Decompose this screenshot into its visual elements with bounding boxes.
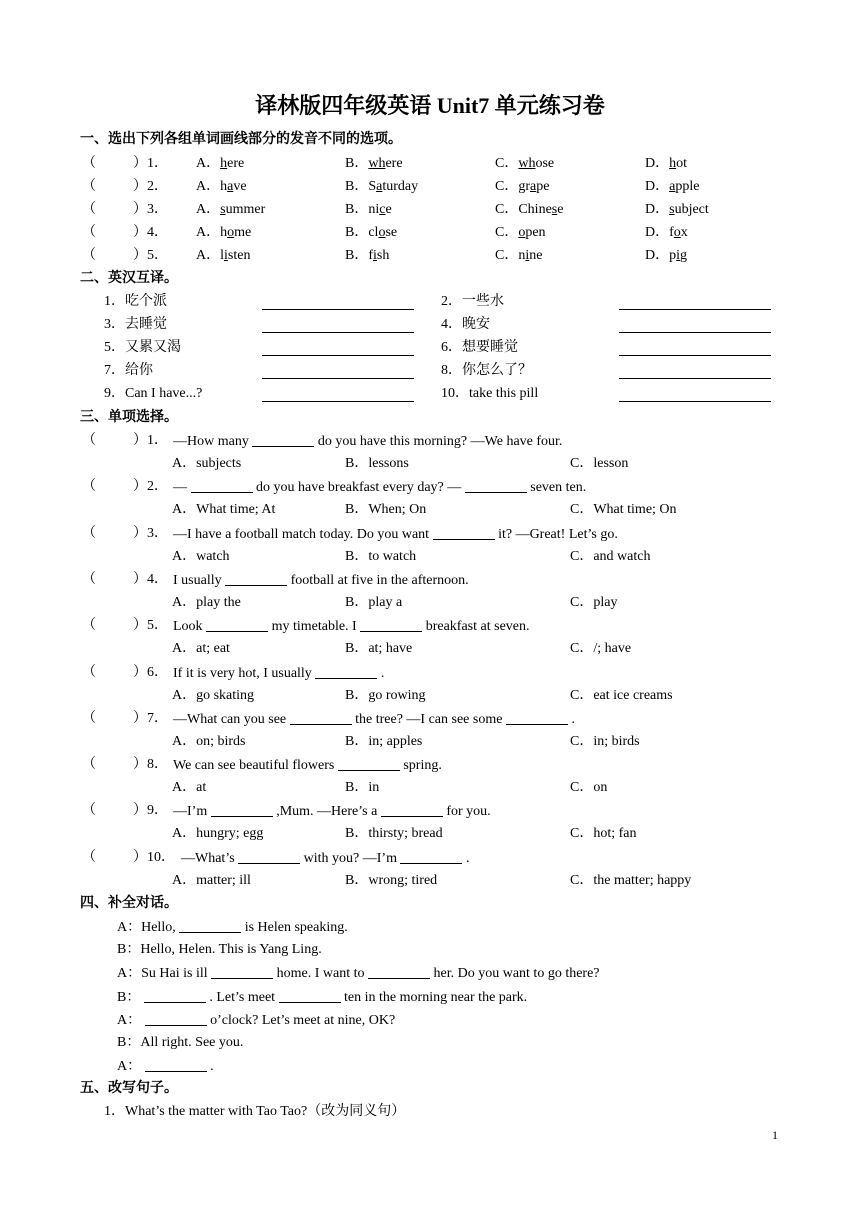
question-stem: [181, 849, 469, 868]
word-option[interactable]: [196, 224, 251, 242]
answer-line[interactable]: [619, 355, 771, 356]
answer-paren[interactable]: （: [82, 156, 96, 171]
answer-line[interactable]: [262, 332, 414, 333]
choice-option[interactable]: B．play a: [345, 594, 403, 610]
question-number: ）2．: [133, 179, 168, 194]
question-number: ）3．: [133, 202, 168, 217]
option-letter: C．: [495, 179, 519, 194]
word-option[interactable]: [196, 247, 250, 265]
answer-line[interactable]: [619, 332, 771, 333]
answer-blank[interactable]: [211, 964, 273, 979]
word-option[interactable]: [495, 178, 549, 196]
answer-paren[interactable]: （: [82, 202, 96, 217]
answer-blank[interactable]: [238, 849, 300, 864]
dialogue-line: [117, 988, 527, 1007]
choice-option[interactable]: B．thirsty; bread: [345, 826, 443, 842]
option-letter: B．: [345, 248, 369, 263]
page-number: 1: [772, 1128, 778, 1142]
choice-option[interactable]: C．the matter; happy: [570, 872, 692, 888]
section1-heading: 一、选出下列各组单词画线部分的发音不同的选项。: [80, 132, 402, 147]
translation-item: 4．晚安: [441, 317, 490, 332]
word-option[interactable]: [196, 178, 247, 196]
dialogue-text: B：All right. See you.: [117, 1035, 244, 1050]
question-number: ）8．: [133, 757, 168, 773]
question-stem: [173, 432, 562, 451]
underlined-letters: c: [379, 202, 386, 217]
stem-text: —What can you see: [173, 711, 290, 727]
answer-blank[interactable]: [206, 617, 268, 632]
choice-option[interactable]: A．watch: [172, 548, 230, 564]
answer-paren[interactable]: （: [82, 248, 96, 263]
choice-option[interactable]: C．/; have: [570, 641, 632, 657]
option-letter: A．: [196, 202, 221, 217]
underlined-letters: wh: [518, 156, 536, 171]
section4-heading: 四、补全对话。: [80, 896, 178, 911]
answer-blank[interactable]: [315, 664, 377, 679]
stem-text: football at five in the afternoon.: [287, 572, 469, 588]
answer-paren[interactable]: （: [82, 710, 96, 726]
word-option[interactable]: [645, 155, 687, 173]
word-prefix: h: [220, 225, 228, 240]
choice-option[interactable]: A．go skating: [172, 687, 255, 703]
option-letter: D．: [645, 156, 670, 171]
answer-line[interactable]: [262, 378, 414, 379]
question-number: ）2．: [133, 479, 168, 495]
choice-option[interactable]: A．play the: [172, 594, 241, 610]
word-suffix: ubject: [674, 202, 709, 217]
stem-text: .: [377, 665, 385, 681]
option-letter: D．: [645, 179, 670, 194]
answer-paren[interactable]: （: [82, 525, 96, 541]
word-suffix: sten: [227, 248, 251, 263]
section5-heading: 五、改写句子。: [80, 1081, 178, 1096]
choice-option[interactable]: B．lessons: [345, 456, 409, 471]
choice-option[interactable]: B．at; have: [345, 641, 413, 657]
underlined-letters: i: [373, 248, 377, 263]
answer-line[interactable]: [262, 309, 414, 310]
option-letter: B．: [345, 225, 369, 240]
stem-text: If it is very hot, I usually: [173, 665, 316, 681]
answer-blank[interactable]: [211, 802, 273, 817]
stem-text: We can see beautiful flowers: [173, 758, 338, 774]
word-suffix: turday: [382, 179, 419, 194]
dialogue-text: B：Hello, Helen. This is Yang Ling.: [117, 942, 322, 958]
option-letter: C．: [495, 156, 519, 171]
word-prefix: Chine: [518, 202, 552, 217]
answer-blank[interactable]: [191, 478, 253, 493]
translation-item: 10．take this pill: [441, 386, 539, 401]
choice-option[interactable]: C．eat ice creams: [570, 687, 673, 703]
option-letter: D．: [645, 248, 670, 263]
word-option[interactable]: [495, 247, 542, 265]
underlined-letters: i: [525, 248, 530, 263]
word-suffix: me: [234, 225, 252, 240]
dialogue-text: . Let’s meet: [205, 989, 279, 1005]
choice-option[interactable]: B．in: [345, 780, 380, 796]
question-number: ）4．: [133, 225, 168, 240]
word-suffix: ere: [385, 156, 403, 171]
choice-option[interactable]: B．in; apples: [345, 733, 423, 749]
choice-option[interactable]: A．at; eat: [172, 641, 230, 657]
translation-item: 2．一些水: [441, 294, 504, 309]
stem-text: —I have a football match today. Do you want: [173, 526, 433, 542]
option-letter: B．: [345, 179, 369, 194]
underlined-letters: i: [224, 248, 228, 263]
option-letter: A．: [196, 248, 221, 263]
question-stem: [173, 525, 618, 544]
answer-line[interactable]: [619, 378, 771, 379]
word-option[interactable]: [345, 155, 403, 173]
dialogue-text: B：: [117, 989, 144, 1005]
choice-option[interactable]: C．lesson: [570, 456, 629, 471]
word-prefix: l: [220, 248, 225, 263]
choice-option[interactable]: B．go rowing: [345, 687, 426, 703]
dialogue-text: ten in the morning near the park.: [340, 989, 528, 1005]
stem-text: seven ten.: [526, 480, 587, 496]
translation-item: 5．又累又渴: [104, 340, 181, 355]
word-option[interactable]: [645, 201, 709, 219]
word-prefix: f: [669, 225, 674, 240]
stem-text: ,Mum. —Here’s a: [272, 804, 381, 820]
answer-blank[interactable]: [145, 1011, 207, 1026]
stem-text: .: [567, 711, 575, 727]
stem-text: with you? —I’m: [300, 850, 401, 866]
stem-text: my timetable. I: [268, 619, 361, 635]
underlined-letters: o: [378, 225, 386, 240]
option-letter: C．: [495, 225, 519, 240]
dialogue-line: [117, 1034, 243, 1052]
word-option[interactable]: [345, 247, 389, 265]
answer-blank[interactable]: [360, 617, 422, 632]
option-letter: D．: [645, 202, 670, 217]
dialogue-line: [117, 964, 600, 983]
word-prefix: p: [669, 248, 677, 263]
question-number: ）3．: [133, 525, 168, 541]
answer-paren[interactable]: （: [82, 433, 96, 448]
underlined-letters: h: [669, 156, 677, 171]
word-suffix: pen: [525, 225, 546, 240]
option-letter: A．: [196, 179, 221, 194]
word-option[interactable]: [345, 201, 392, 219]
choice-option[interactable]: C．hot; fan: [570, 826, 637, 842]
choice-option[interactable]: A．hungry; egg: [172, 826, 264, 842]
word-prefix: cl: [368, 225, 379, 240]
stem-text: do you have this morning? —We have four.: [314, 434, 563, 449]
answer-blank[interactable]: [279, 988, 341, 1003]
dialogue-line: [117, 1057, 214, 1076]
dialogue-text: is Helen speaking.: [241, 920, 348, 935]
dialogue-line: [117, 1011, 395, 1030]
question-stem: [173, 664, 384, 683]
answer-blank[interactable]: [465, 478, 527, 493]
word-suffix: e: [385, 202, 392, 217]
answer-paren[interactable]: （: [82, 618, 96, 634]
question-number: ）1．: [133, 433, 168, 448]
word-option[interactable]: [345, 178, 418, 196]
word-option[interactable]: [495, 224, 546, 242]
word-option[interactable]: [645, 178, 699, 196]
answer-paren[interactable]: （: [82, 479, 96, 495]
dialogue-line: [117, 918, 348, 937]
answer-line[interactable]: [262, 355, 414, 356]
translation-item: 6．想要睡觉: [441, 340, 518, 355]
translation-item: 7．给你: [104, 363, 153, 378]
underlined-letters: o: [673, 225, 681, 240]
underlined-letters: a: [227, 179, 234, 194]
option-letter: D．: [645, 225, 670, 240]
word-prefix: n: [518, 248, 526, 263]
word-suffix: pple: [675, 179, 700, 194]
question-number: ）4．: [133, 571, 168, 587]
answer-line[interactable]: [619, 309, 771, 310]
answer-line[interactable]: [619, 401, 771, 402]
answer-blank[interactable]: [179, 918, 241, 933]
underlined-letters: s: [220, 202, 226, 217]
answer-blank[interactable]: [381, 802, 443, 817]
dialogue-text: her. Do you want to go there?: [430, 966, 600, 982]
choice-option[interactable]: A．on; birds: [172, 733, 246, 749]
dialogue-text: .: [206, 1059, 214, 1075]
answer-paren[interactable]: （: [82, 179, 96, 194]
choice-option[interactable]: C．What time; On: [570, 502, 677, 518]
answer-blank[interactable]: [145, 1057, 207, 1072]
underlined-letters: i: [676, 248, 681, 263]
stem-text: I usually: [173, 572, 226, 588]
word-suffix: x: [680, 225, 688, 240]
stem-text: —I’m: [173, 804, 211, 820]
dialogue-text: o’clock? Let’s meet at nine, OK?: [206, 1012, 396, 1028]
word-option[interactable]: [196, 201, 265, 219]
answer-paren[interactable]: （: [82, 664, 96, 680]
answer-blank[interactable]: [144, 988, 206, 1003]
option-letter: C．: [495, 202, 519, 217]
word-prefix: h: [220, 179, 228, 194]
word-suffix: ve: [233, 179, 247, 194]
question-number: ）1．: [133, 156, 168, 171]
stem-text: the tree? —I can see some: [351, 711, 506, 727]
question-stem: [173, 756, 442, 775]
dialogue-text: A：Hello,: [117, 920, 180, 935]
word-option[interactable]: [645, 247, 687, 265]
underlined-letters: a: [376, 179, 383, 194]
stem-text: Look: [173, 619, 207, 635]
underlined-letters: o: [227, 225, 235, 240]
answer-blank[interactable]: [290, 710, 352, 725]
answer-blank[interactable]: [368, 964, 430, 979]
question-number: ）10．: [133, 849, 175, 865]
choice-option[interactable]: B．When; On: [345, 502, 427, 518]
option-letter: B．: [345, 202, 369, 217]
underlined-letters: a: [530, 179, 537, 194]
option-letter: A．: [196, 156, 221, 171]
stem-text: —What’s: [181, 850, 239, 866]
choice-option[interactable]: B．to watch: [345, 548, 417, 564]
question-number: ）9．: [133, 803, 168, 819]
word-option[interactable]: [495, 201, 563, 219]
stem-text: do you have breakfast every day? —: [252, 480, 465, 496]
answer-blank[interactable]: [433, 525, 495, 540]
rewrite-item: 1．What’s the matter with Tao Tao?（改为同义句）: [104, 1104, 406, 1119]
stem-text: —: [173, 480, 191, 496]
document-title: 译林版四年级英语 Unit7 单元练习卷: [255, 93, 605, 118]
question-stem: [173, 571, 469, 590]
answer-blank[interactable]: [252, 432, 314, 447]
choice-option[interactable]: C．in; birds: [570, 733, 640, 749]
word-option[interactable]: [196, 155, 244, 173]
underlined-letters: wh: [368, 156, 386, 171]
question-number: ）5．: [133, 618, 168, 634]
underlined-letters: a: [669, 179, 676, 194]
choice-option[interactable]: A．What time; At: [172, 502, 276, 518]
answer-line[interactable]: [262, 401, 414, 402]
stem-text: breakfast at seven.: [422, 619, 530, 635]
word-suffix: e: [557, 202, 564, 217]
translation-item: 3．去睡觉: [104, 317, 167, 332]
question-number: ）5．: [133, 248, 168, 263]
word-suffix: pe: [536, 179, 550, 194]
answer-paren[interactable]: （: [82, 849, 96, 865]
choice-option[interactable]: A．subjects: [172, 456, 242, 471]
dialogue-text: A：Su Hai is ill: [117, 966, 212, 982]
answer-blank[interactable]: [506, 710, 568, 725]
question-stem: [173, 617, 530, 636]
word-option[interactable]: [345, 224, 397, 242]
word-prefix: gr: [518, 179, 531, 194]
word-suffix: ummer: [225, 202, 266, 217]
choice-option[interactable]: B．wrong; tired: [345, 872, 438, 888]
question-number: ）6．: [133, 664, 168, 680]
stem-text: spring.: [399, 758, 442, 774]
word-suffix: g: [680, 248, 688, 263]
question-stem: [173, 478, 586, 497]
option-letter: A．: [196, 225, 221, 240]
underlined-letters: s: [669, 202, 675, 217]
word-suffix: ose: [535, 156, 555, 171]
dialogue-text: A：: [117, 1059, 145, 1075]
choice-option[interactable]: C．on: [570, 780, 608, 796]
choice-option[interactable]: C．and watch: [570, 548, 651, 564]
answer-paren[interactable]: （: [82, 225, 96, 240]
choice-option[interactable]: C．play: [570, 594, 618, 610]
answer-paren[interactable]: （: [82, 757, 96, 773]
word-suffix: ot: [676, 156, 688, 171]
choice-option[interactable]: A．matter; ill: [172, 872, 251, 888]
word-option[interactable]: [495, 155, 554, 173]
section3-heading: 三、单项选择。: [80, 410, 178, 425]
stem-text: it? —Great! Let’s go.: [494, 526, 618, 542]
section2-heading: 二、英汉互译。: [80, 271, 178, 286]
word-suffix: sh: [376, 248, 390, 263]
underlined-letters: s: [551, 202, 558, 217]
answer-blank[interactable]: [400, 849, 462, 864]
dialogue-text: A：: [117, 1012, 145, 1028]
question-number: ）7．: [133, 710, 168, 726]
translation-item: 9．Can I have...?: [104, 386, 203, 401]
word-suffix: se: [385, 225, 398, 240]
word-suffix: ne: [529, 248, 543, 263]
dialogue-line: [117, 941, 322, 959]
option-letter: B．: [345, 156, 369, 171]
answer-paren[interactable]: （: [82, 571, 96, 587]
option-letter: C．: [495, 248, 519, 263]
stem-text: .: [462, 850, 470, 866]
dialogue-text: home. I want to: [273, 966, 368, 982]
answer-blank[interactable]: [225, 571, 287, 586]
word-option[interactable]: [645, 224, 688, 242]
question-stem: [173, 710, 575, 729]
choice-option[interactable]: A．at: [172, 780, 207, 796]
underlined-letters: o: [518, 225, 526, 240]
translation-item: 1．吃个派: [104, 294, 167, 309]
answer-paren[interactable]: （: [82, 803, 96, 819]
word-prefix: S: [368, 179, 377, 194]
word-prefix: f: [368, 248, 374, 263]
translation-item: 8．你怎么了？: [441, 363, 532, 378]
stem-text: —How many: [173, 434, 253, 449]
word-prefix: ni: [368, 202, 380, 217]
question-stem: [173, 802, 491, 821]
underlined-letters: h: [220, 156, 228, 171]
stem-text: for you.: [442, 804, 491, 820]
answer-blank[interactable]: [338, 756, 400, 771]
word-suffix: ere: [227, 156, 245, 171]
